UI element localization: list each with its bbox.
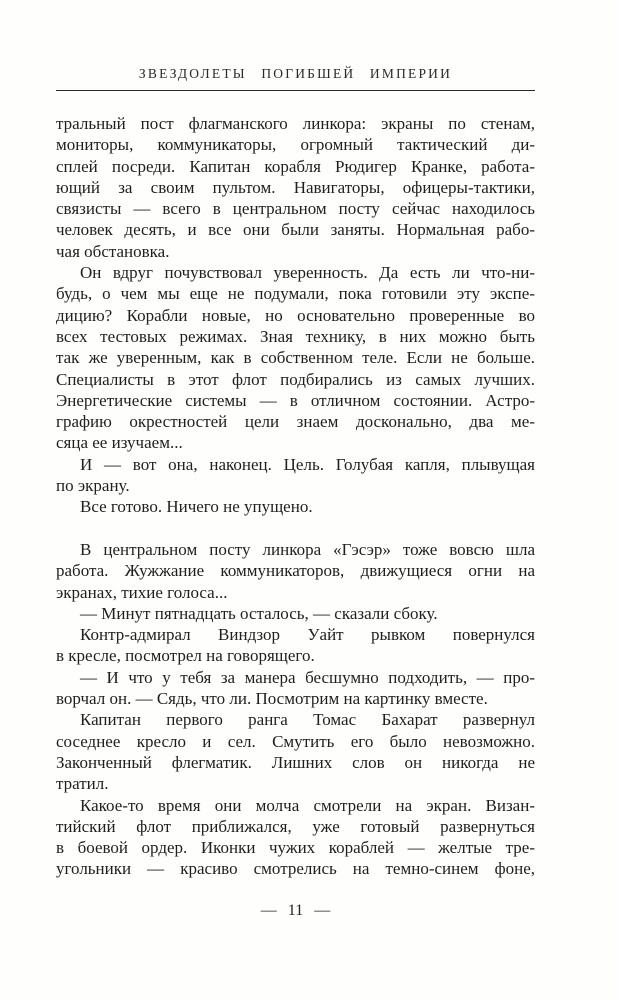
paragraph <box>56 709 535 794</box>
paragraph <box>56 603 535 624</box>
text-line: Энергетические системы — в отличном состоянии. Астро- <box>56 390 535 410</box>
text-line: связисты — всего в центральном посту сейчас находилось <box>56 199 535 219</box>
text-line: Законченный флегматик. Лишних слов он никогда не <box>56 752 535 772</box>
text-line: мониторы, коммуникаторы, огромный тактический ди- <box>56 135 535 155</box>
text-line: ющий за своим пультом. Навигаторы, офицеры-тактики, <box>56 177 535 197</box>
page-number: — 11 — <box>260 902 331 919</box>
running-header-title: ЗВЕЗДОЛЕТЫ ПОГИБШЕЙ ИМПЕРИИ <box>138 66 453 81</box>
text-line: в кресле, посмотрел на говорящего. <box>56 646 315 666</box>
text-line: по экрану. <box>56 476 130 496</box>
text-line: сяца ее изучаем... <box>56 433 183 453</box>
text-line: Специалисты в этот флот подбирались из самых лучших. <box>56 369 535 389</box>
text-line: Капитан первого ранга Томас Бахарат развернул <box>80 710 535 730</box>
text-line: ворчал он. — Сядь, что ли. Посмотрим на картинку вместе. <box>56 689 488 709</box>
text-line: — Минут пятнадцать осталось, — сказали сбоку. <box>80 603 438 623</box>
text-line: — И что у тебя за манера бесшумно подходить, — про- <box>80 667 535 687</box>
text-line: тийский флот приближался, уже готовый развернуться <box>56 816 535 836</box>
text-line: будь, о чем мы еще не подумали, пока готовили эту экспе- <box>56 284 535 304</box>
text-line: человек десять, и все они были заняты. Нормальная рабо- <box>56 220 535 240</box>
text-line: так же уверенным, как в собственном теле. Если не больше. <box>56 348 535 368</box>
paragraph <box>56 624 535 667</box>
text-line: соседнее кресло и сел. Смутить его было невозможно. <box>56 731 535 751</box>
text-line: Все готово. Ничего не упущено. <box>80 497 313 517</box>
text-line: работа. Жужжание коммуникаторов, движущиеся огни на <box>56 561 535 581</box>
paragraph <box>56 262 535 454</box>
text-line: чая обстановка. <box>56 241 170 261</box>
paragraph <box>56 795 535 880</box>
text-line: в боевой ордер. Иконки чужих кораблей — желтые тре- <box>56 838 535 858</box>
text-line: всех тестовых режимах. Зная технику, в них можно быть <box>56 326 535 346</box>
text-line: графию окрестностей цели знаем досконально, два ме- <box>56 412 535 432</box>
text-line: дицию? Корабли новые, но основательно проверенные во <box>56 305 535 325</box>
paragraph <box>56 539 535 603</box>
paragraph <box>56 496 535 517</box>
paragraph <box>56 667 535 710</box>
text-line: тратил. <box>56 774 109 794</box>
text-line: И — вот она, наконец. Цель. Голубая капля, плывущая <box>80 454 535 474</box>
text-line: Он вдруг почувствовал уверенность. Да есть ли что-ни- <box>80 263 535 283</box>
paragraph <box>56 454 535 497</box>
header-rule <box>56 90 535 91</box>
text-line: сплей посреди. Капитан корабля Рюдигер Кранке, работа- <box>56 156 535 176</box>
page-body <box>56 113 535 880</box>
text-line: В центральном посту линкора «Гэсэр» тоже вовсю шла <box>80 539 535 559</box>
text-line: Контр-адмирал Виндзор Уайт рывком повернулся <box>80 625 535 645</box>
text-line: угольники — красиво смотрелись на темно-синем фоне, <box>56 859 535 879</box>
paragraph <box>56 113 535 262</box>
text-line: Какое-то время они молча смотрели на экран. Визан- <box>80 795 535 815</box>
text-line: тральный пост флагманского линкора: экраны по стенам, <box>56 114 535 133</box>
text-line: экранах, тихие голоса... <box>56 582 228 602</box>
